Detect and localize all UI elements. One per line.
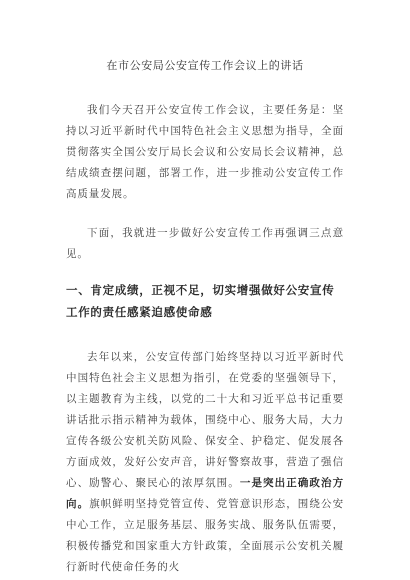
outline-paragraph: 下面，我就进一步做好公安宣传工作再强调三点意见。 — [66, 227, 344, 260]
intro-paragraph: 我们今天召开公安宣传工作会议，主要任务是：坚持以习近平新时代中国特色社会主义思想为指导，全面贯彻落实全国公安厅局长会议和公安局长会议精神，总结成绩查摆问题，部署工作，进一步推动公安宣传工作高质量发展。 — [66, 104, 344, 200]
body-text-lead: 去年以来，公安宣传部门始终坚持以习近平新时代中国特色社会主义思想为指引，在党委的坚强领导下，以主题教育为主线，以党的二十大和习近平总书记重要讲话批示指示精神为载体，围绕中心、服务大局，大力宣传各级公安机关防风险、保安全、护稳定、促发展各方面成效，发好公安声音，讲好警察故事，营造了强信心、励警心、聚民心的浓厚氛围。 — [66, 351, 344, 489]
document-title: 在市公安局公安宣传工作会议上的讲话 — [106, 59, 304, 72]
body-paragraph — [66, 347, 344, 578]
section-heading: 一、肯定成绩，正视不足，切实增强做好公安宣传工作的责任感紧迫感使命感 — [66, 283, 335, 319]
body-bold-point: 一是突出正确政治方向。 — [66, 477, 345, 510]
body-text-continuation: 旗帜鲜明坚持党管宣传、党管意识形态，围绕公安中心工作，立足服务基层、服务实战、服务队伍需要，积极传播党和国家重大方针政策，全面展示公安机关履行新时代使命任务的火 — [66, 498, 344, 573]
